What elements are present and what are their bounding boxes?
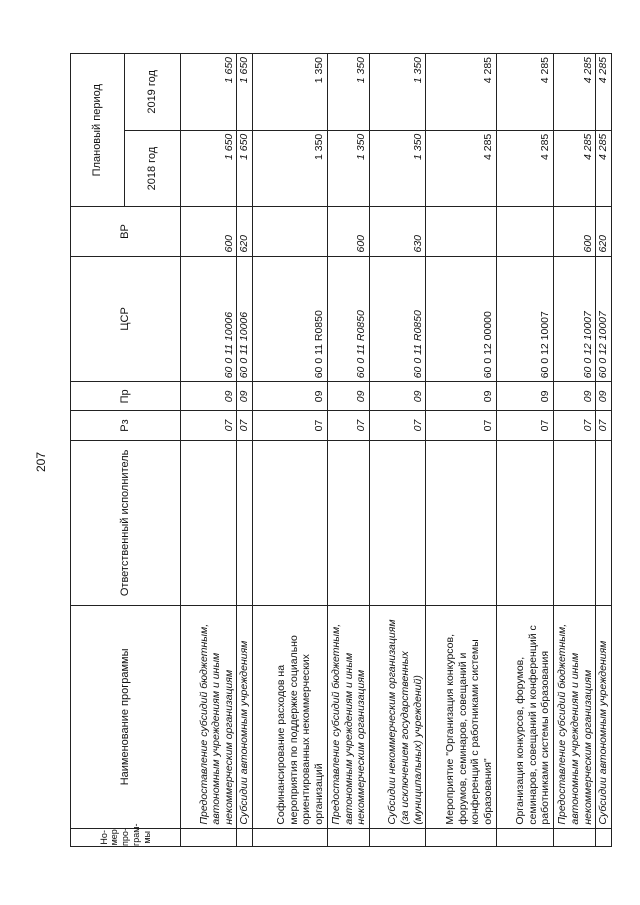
executor-cell bbox=[327, 440, 369, 606]
executor-cell bbox=[237, 440, 253, 606]
executor-cell bbox=[596, 440, 612, 606]
y2019-cell: 1 350 bbox=[369, 54, 425, 131]
vr-cell: 600 bbox=[553, 207, 595, 256]
header-csr: ЦСР bbox=[71, 256, 181, 382]
vr-cell: 600 bbox=[181, 207, 237, 256]
table-row bbox=[327, 54, 369, 847]
rz-cell: 07 bbox=[596, 411, 612, 440]
program-name-cell: Предоставление субсидий бюджетным, автономным учреждениям и иным некоммерческим организациям bbox=[181, 606, 237, 828]
executor-cell bbox=[426, 440, 496, 606]
table-row bbox=[181, 54, 237, 847]
budget-table bbox=[70, 53, 612, 847]
header-year-2019: 2019 год bbox=[125, 54, 181, 131]
csr-cell: 60 0 12 10007 bbox=[596, 256, 612, 382]
table-row bbox=[596, 54, 612, 847]
pr-cell: 09 bbox=[237, 382, 253, 411]
num-cell bbox=[596, 828, 612, 846]
y2018-cell: 4 285 bbox=[553, 130, 595, 207]
y2019-cell: 4 285 bbox=[596, 54, 612, 131]
executor-cell bbox=[253, 440, 327, 606]
y2019-cell: 1 350 bbox=[327, 54, 369, 131]
num-cell bbox=[181, 828, 237, 846]
num-cell bbox=[327, 828, 369, 846]
rz-cell: 07 bbox=[237, 411, 253, 440]
y2018-cell: 1 350 bbox=[327, 130, 369, 207]
num-cell bbox=[426, 828, 496, 846]
table-row bbox=[426, 54, 496, 847]
program-name-cell: Предоставление субсидий бюджетным, автономным учреждениям и иным некоммерческим организациям bbox=[327, 606, 369, 828]
rz-cell: 07 bbox=[426, 411, 496, 440]
program-name-cell: Софинансирование расходов на мероприятия по поддержке социально ориентированных некоммерческих организаций bbox=[253, 606, 327, 828]
page-number: 207 bbox=[34, 451, 48, 472]
csr-cell: 60 0 11 10006 bbox=[181, 256, 237, 382]
program-name-cell: Субсидии автономным учреждениям bbox=[237, 606, 253, 828]
program-name-cell: Мероприятие "Организация конкурсов, форумов, семинаров, совещаний и конференций с работниками системы образования" bbox=[426, 606, 496, 828]
y2018-cell: 4 285 bbox=[596, 130, 612, 207]
csr-cell: 60 0 11 10006 bbox=[237, 256, 253, 382]
y2018-cell: 1 650 bbox=[181, 130, 237, 207]
y2019-cell: 4 285 bbox=[496, 54, 553, 131]
pr-cell: 09 bbox=[181, 382, 237, 411]
vr-cell bbox=[496, 207, 553, 256]
y2018-cell: 1 650 bbox=[237, 130, 253, 207]
pr-cell: 09 bbox=[327, 382, 369, 411]
header-program-number: Но-мер про-грам-мы bbox=[71, 828, 181, 846]
header-vr: ВР bbox=[71, 207, 181, 256]
executor-cell bbox=[553, 440, 595, 606]
pr-cell: 09 bbox=[596, 382, 612, 411]
table-row bbox=[496, 54, 553, 847]
rz-cell: 07 bbox=[369, 411, 425, 440]
program-name-cell: Предоставление субсидий бюджетным, автономным учреждениям и иным некоммерческим организациям bbox=[553, 606, 595, 828]
executor-cell bbox=[496, 440, 553, 606]
pr-cell: 09 bbox=[496, 382, 553, 411]
csr-cell: 60 0 11 R0850 bbox=[369, 256, 425, 382]
csr-cell: 60 0 12 10007 bbox=[553, 256, 595, 382]
program-name-cell: Организация конкурсов, форумов, семинаров, совещаний и конференций с работниками системы образования bbox=[496, 606, 553, 828]
y2018-cell: 4 285 bbox=[426, 130, 496, 207]
rotated-table-container bbox=[70, 53, 612, 847]
pr-cell: 09 bbox=[369, 382, 425, 411]
csr-cell: 60 0 12 00000 bbox=[426, 256, 496, 382]
table-row bbox=[253, 54, 327, 847]
executor-cell bbox=[369, 440, 425, 606]
vr-cell bbox=[253, 207, 327, 256]
table-row bbox=[369, 54, 425, 847]
pr-cell: 09 bbox=[253, 382, 327, 411]
csr-cell: 60 0 12 10007 bbox=[496, 256, 553, 382]
y2019-cell: 1 650 bbox=[237, 54, 253, 131]
table-row bbox=[237, 54, 253, 847]
y2019-cell: 1 350 bbox=[253, 54, 327, 131]
rz-cell: 07 bbox=[253, 411, 327, 440]
csr-cell: 60 0 11 R0850 bbox=[327, 256, 369, 382]
program-name-cell: Субсидии автономным учреждениям bbox=[596, 606, 612, 828]
num-cell bbox=[553, 828, 595, 846]
vr-cell: 600 bbox=[327, 207, 369, 256]
header-pr: Пр bbox=[71, 382, 181, 411]
vr-cell: 630 bbox=[369, 207, 425, 256]
num-cell bbox=[496, 828, 553, 846]
header-year-2018: 2018 год bbox=[125, 130, 181, 207]
header-rz: Рз bbox=[71, 411, 181, 440]
vr-cell: 620 bbox=[596, 207, 612, 256]
pr-cell: 09 bbox=[426, 382, 496, 411]
rz-cell: 07 bbox=[496, 411, 553, 440]
rz-cell: 07 bbox=[553, 411, 595, 440]
y2018-cell: 1 350 bbox=[369, 130, 425, 207]
header-program-name: Наименование программы bbox=[71, 606, 181, 828]
y2019-cell: 4 285 bbox=[426, 54, 496, 131]
num-cell bbox=[237, 828, 253, 846]
csr-cell: 60 0 11 R0850 bbox=[253, 256, 327, 382]
program-name-cell: Субсидии некоммерческим организациям (за исключением государственных (муниципальных) учреждений) bbox=[369, 606, 425, 828]
rz-cell: 07 bbox=[327, 411, 369, 440]
executor-cell bbox=[181, 440, 237, 606]
table-row bbox=[553, 54, 595, 847]
rz-cell: 07 bbox=[181, 411, 237, 440]
y2019-cell: 4 285 bbox=[553, 54, 595, 131]
pr-cell: 09 bbox=[553, 382, 595, 411]
header-planned-period: Плановый период bbox=[71, 54, 125, 207]
y2018-cell: 4 285 bbox=[496, 130, 553, 207]
y2019-cell: 1 650 bbox=[181, 54, 237, 131]
y2018-cell: 1 350 bbox=[253, 130, 327, 207]
num-cell bbox=[369, 828, 425, 846]
vr-cell: 620 bbox=[237, 207, 253, 256]
header-executor: Ответственный исполнитель bbox=[71, 440, 181, 606]
vr-cell bbox=[426, 207, 496, 256]
num-cell bbox=[253, 828, 327, 846]
